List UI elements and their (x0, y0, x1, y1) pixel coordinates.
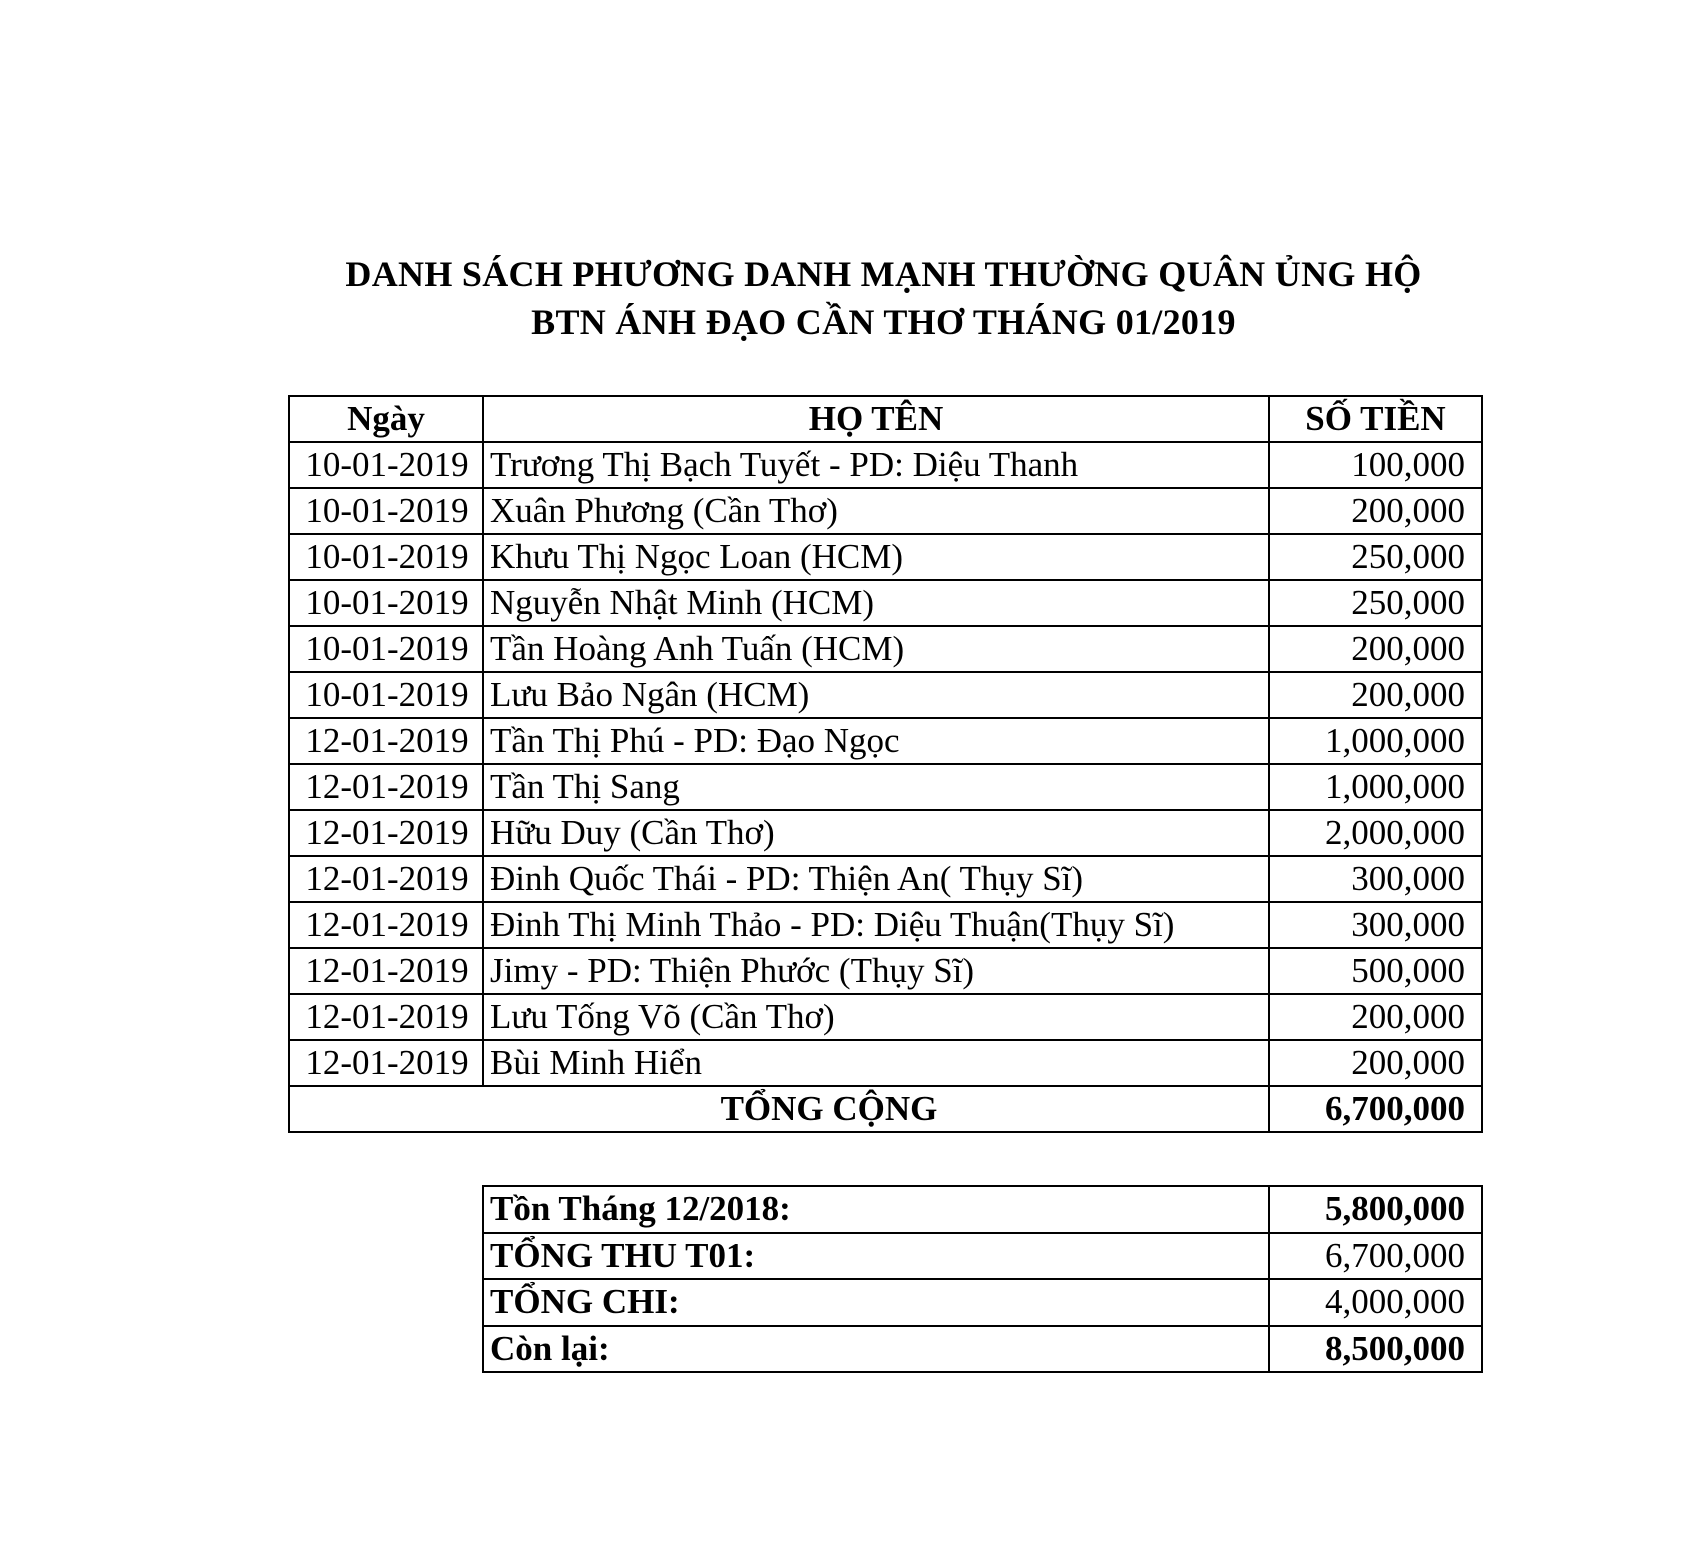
cell-date: 12-01-2019 (289, 994, 483, 1040)
cell-date: 12-01-2019 (289, 764, 483, 810)
summary-label: TỔNG THU T01: (483, 1233, 1269, 1280)
table-row (289, 948, 1482, 994)
cell-amount: 250,000 (1269, 580, 1482, 626)
header-date: Ngày (289, 396, 483, 442)
cell-name: Tần Hoàng Anh Tuấn (HCM) (483, 626, 1269, 672)
cell-name: Đinh Quốc Thái - PD: Thiện An( Thụy Sĩ) (483, 856, 1269, 902)
cell-amount: 200,000 (1269, 488, 1482, 534)
table-row (289, 1040, 1482, 1086)
cell-date: 12-01-2019 (289, 1040, 483, 1086)
document-title-line1: DANH SÁCH PHƯƠNG DANH MẠNH THƯỜNG QUÂN ỦNG HỘ (345, 254, 1422, 294)
cell-date: 12-01-2019 (289, 718, 483, 764)
cell-date: 10-01-2019 (289, 672, 483, 718)
summary-rows (483, 1186, 1482, 1372)
cell-amount: 200,000 (1269, 994, 1482, 1040)
cell-amount: 1,000,000 (1269, 764, 1482, 810)
summary-row (483, 1233, 1482, 1280)
table-row (289, 626, 1482, 672)
cell-date: 10-01-2019 (289, 488, 483, 534)
summary-label: TỔNG CHI: (483, 1279, 1269, 1326)
summary-amount: 5,800,000 (1269, 1186, 1482, 1233)
summary-label: Còn lại: (483, 1326, 1269, 1373)
header-name: HỌ TÊN (483, 396, 1269, 442)
summary-row (483, 1326, 1482, 1373)
cell-date: 10-01-2019 (289, 580, 483, 626)
summary-table (482, 1185, 1483, 1373)
cell-name: Tần Thị Phú - PD: Đạo Ngọc (483, 718, 1269, 764)
cell-date: 12-01-2019 (289, 902, 483, 948)
table-row (289, 902, 1482, 948)
table-header-row (289, 396, 1482, 442)
cell-name: Xuân Phương (Cần Thơ) (483, 488, 1269, 534)
cell-date: 10-01-2019 (289, 442, 483, 488)
cell-name: Tần Thị Sang (483, 764, 1269, 810)
cell-name: Lưu Bảo Ngân (HCM) (483, 672, 1269, 718)
cell-name: Jimy - PD: Thiện Phước (Thụy Sĩ) (483, 948, 1269, 994)
document-title-line2: BTN ÁNH ĐẠO CẦN THƠ THÁNG 01/2019 (531, 302, 1236, 342)
cell-name: Hữu Duy (Cần Thơ) (483, 810, 1269, 856)
cell-amount: 100,000 (1269, 442, 1482, 488)
cell-date: 12-01-2019 (289, 856, 483, 902)
cell-amount: 200,000 (1269, 626, 1482, 672)
cell-amount: 200,000 (1269, 672, 1482, 718)
cell-amount: 300,000 (1269, 902, 1482, 948)
total-row (289, 1086, 1482, 1132)
cell-amount: 300,000 (1269, 856, 1482, 902)
cell-amount: 2,000,000 (1269, 810, 1482, 856)
cell-name: Khưu Thị Ngọc Loan (HCM) (483, 534, 1269, 580)
cell-date: 10-01-2019 (289, 534, 483, 580)
header-amount: SỐ TIỀN (1269, 396, 1482, 442)
total-label: TỔNG CỘNG (289, 1086, 1269, 1132)
table-row (289, 672, 1482, 718)
cell-date: 10-01-2019 (289, 626, 483, 672)
table-row (289, 994, 1482, 1040)
table-row (289, 442, 1482, 488)
total-amount: 6,700,000 (1269, 1086, 1482, 1132)
table-row (289, 488, 1482, 534)
cell-name: Đinh Thị Minh Thảo - PD: Diệu Thuận(Thụy Sĩ) (483, 902, 1269, 948)
table-row (289, 810, 1482, 856)
summary-amount: 8,500,000 (1269, 1326, 1482, 1373)
summary-row (483, 1279, 1482, 1326)
donation-rows (289, 442, 1482, 1086)
summary-label: Tồn Tháng 12/2018: (483, 1186, 1269, 1233)
table-row (289, 764, 1482, 810)
cell-amount: 1,000,000 (1269, 718, 1482, 764)
table-row (289, 718, 1482, 764)
table-row (289, 856, 1482, 902)
donation-table (288, 395, 1483, 1133)
summary-amount: 6,700,000 (1269, 1233, 1482, 1280)
cell-amount: 500,000 (1269, 948, 1482, 994)
table-row (289, 580, 1482, 626)
summary-row (483, 1186, 1482, 1233)
cell-name: Nguyễn Nhật Minh (HCM) (483, 580, 1269, 626)
table-row (289, 534, 1482, 580)
cell-date: 12-01-2019 (289, 810, 483, 856)
cell-name: Lưu Tống Võ (Cần Thơ) (483, 994, 1269, 1040)
cell-name: Trương Thị Bạch Tuyết - PD: Diệu Thanh (483, 442, 1269, 488)
cell-date: 12-01-2019 (289, 948, 483, 994)
cell-amount: 200,000 (1269, 1040, 1482, 1086)
summary-amount: 4,000,000 (1269, 1279, 1482, 1326)
cell-name: Bùi Minh Hiển (483, 1040, 1269, 1086)
cell-amount: 250,000 (1269, 534, 1482, 580)
